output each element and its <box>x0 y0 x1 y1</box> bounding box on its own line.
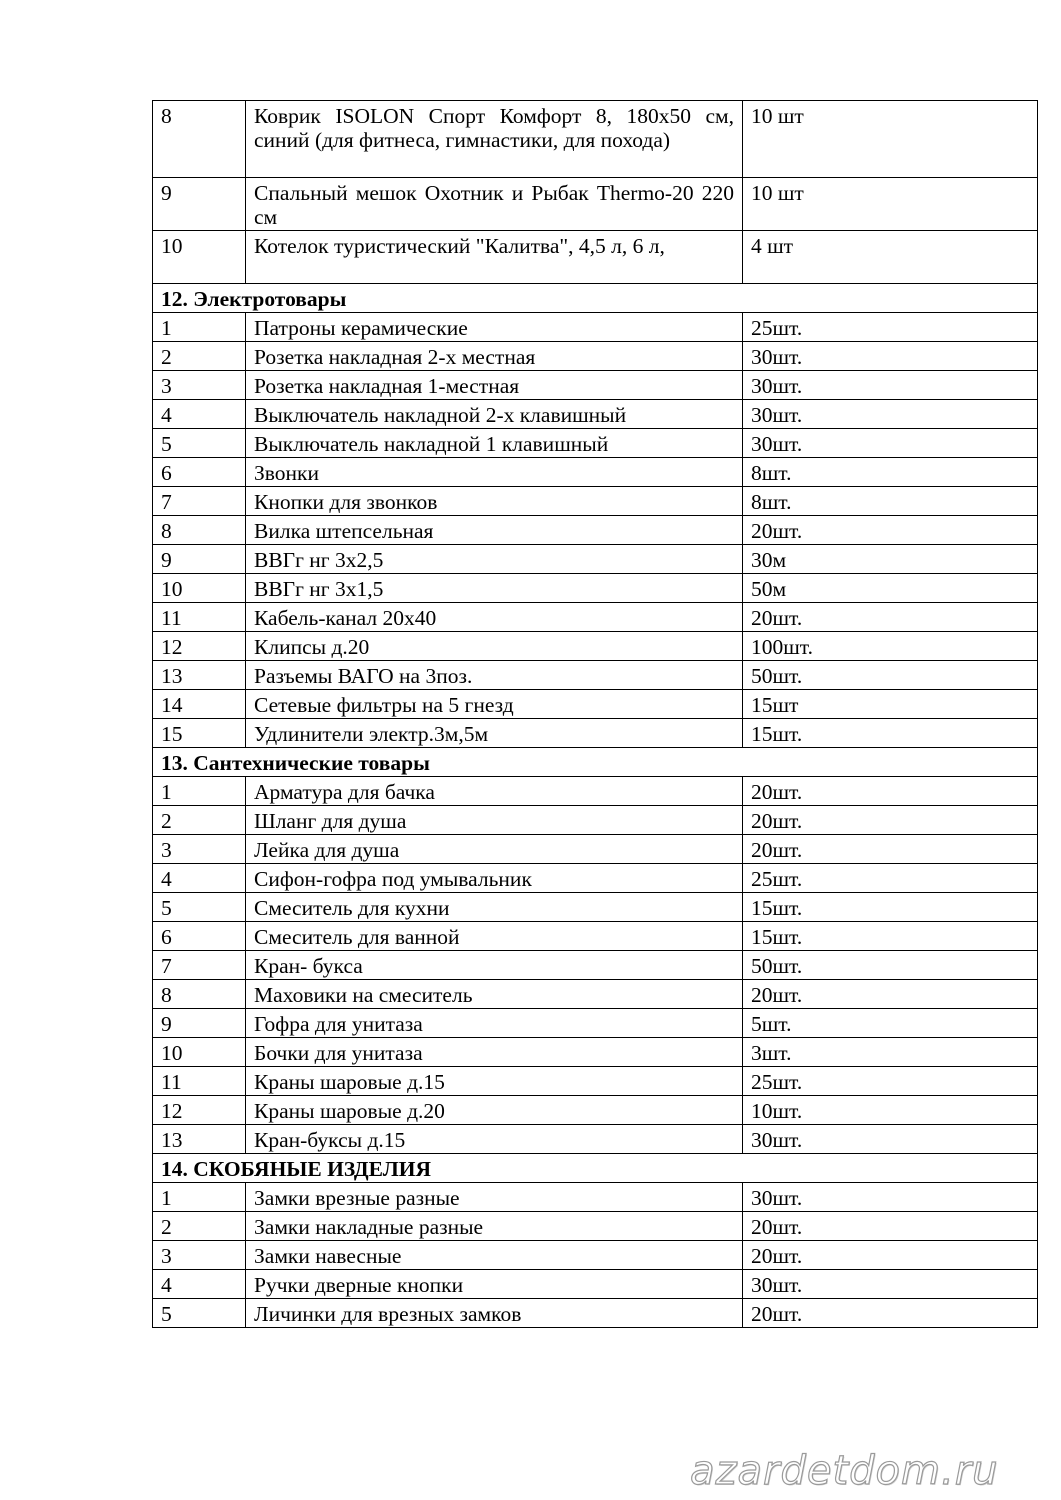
item-name: Смеситель для кухни <box>246 893 743 922</box>
section-title: 14. СКОБЯНЫЕ ИЗДЕЛИЯ <box>153 1154 1038 1183</box>
table-row <box>153 516 1038 545</box>
item-name: Выключатель накладной 2-х клавишный <box>246 400 743 429</box>
item-number: 5 <box>153 893 246 922</box>
item-number: 15 <box>153 719 246 748</box>
table-row <box>153 690 1038 719</box>
item-number: 11 <box>153 1067 246 1096</box>
table-row <box>153 835 1038 864</box>
item-quantity: 20шт. <box>743 1241 1038 1270</box>
item-number: 4 <box>153 864 246 893</box>
item-name: Сетевые фильтры на 5 гнезд <box>246 690 743 719</box>
item-name: Личинки для врезных замков <box>246 1299 743 1328</box>
item-quantity: 10шт. <box>743 1096 1038 1125</box>
site-watermark: azardetdom.ru <box>690 1448 999 1494</box>
section-header-row <box>153 1154 1038 1183</box>
item-number: 12 <box>153 632 246 661</box>
table-row <box>153 1009 1038 1038</box>
item-number: 13 <box>153 661 246 690</box>
item-quantity: 30шт. <box>743 342 1038 371</box>
table-row <box>153 951 1038 980</box>
item-number: 3 <box>153 371 246 400</box>
item-number: 8 <box>153 980 246 1009</box>
item-number: 7 <box>153 951 246 980</box>
item-quantity: 30шт. <box>743 429 1038 458</box>
item-quantity: 20шт. <box>743 835 1038 864</box>
table-row <box>153 1096 1038 1125</box>
item-name: Ручки дверные кнопки <box>246 1270 743 1299</box>
item-quantity: 3шт. <box>743 1038 1038 1067</box>
item-name: Замки врезные разные <box>246 1183 743 1212</box>
item-name: Разъемы ВАГО на 3поз. <box>246 661 743 690</box>
table-row <box>153 231 1038 284</box>
item-number: 10 <box>153 231 246 284</box>
table-row <box>153 1241 1038 1270</box>
item-name: Розетка накладная 2-х местная <box>246 342 743 371</box>
item-number: 2 <box>153 1212 246 1241</box>
item-name: Кабель-канал 20х40 <box>246 603 743 632</box>
item-name: Замки навесные <box>246 1241 743 1270</box>
item-number: 1 <box>153 313 246 342</box>
item-name: Удлинители электр.3м,5м <box>246 719 743 748</box>
section-title: 13. Сантехнические товары <box>153 748 1038 777</box>
item-name: Сифон-гофра под умывальник <box>246 864 743 893</box>
item-number: 5 <box>153 429 246 458</box>
item-quantity: 15шт. <box>743 922 1038 951</box>
item-quantity: 20шт. <box>743 1299 1038 1328</box>
item-name: Выключатель накладной 1 клавишный <box>246 429 743 458</box>
table-row <box>153 371 1038 400</box>
item-name: Кран- букса <box>246 951 743 980</box>
item-name: Замки накладные разные <box>246 1212 743 1241</box>
item-name: Котелок туристический "Калитва", 4,5 л, 6 л, <box>246 231 743 284</box>
item-number: 3 <box>153 1241 246 1270</box>
table-row <box>153 1299 1038 1328</box>
item-quantity: 4 шт <box>743 231 1038 284</box>
item-quantity: 30шт. <box>743 1270 1038 1299</box>
item-quantity: 30шт. <box>743 1183 1038 1212</box>
item-number: 5 <box>153 1299 246 1328</box>
item-number: 11 <box>153 603 246 632</box>
item-number: 4 <box>153 400 246 429</box>
item-name: Краны шаровые д.15 <box>246 1067 743 1096</box>
item-number: 6 <box>153 922 246 951</box>
item-name: Клипсы д.20 <box>246 632 743 661</box>
table-row <box>153 980 1038 1009</box>
items-table-body <box>153 101 1038 1328</box>
item-quantity: 30шт. <box>743 371 1038 400</box>
item-name: Лейка для душа <box>246 835 743 864</box>
item-quantity: 20шт. <box>743 603 1038 632</box>
item-quantity: 30м <box>743 545 1038 574</box>
item-number: 3 <box>153 835 246 864</box>
table-row <box>153 458 1038 487</box>
item-number: 13 <box>153 1125 246 1154</box>
table-row <box>153 1212 1038 1241</box>
table-row <box>153 313 1038 342</box>
item-quantity: 30шт. <box>743 1125 1038 1154</box>
item-name: Кнопки для звонков <box>246 487 743 516</box>
table-row <box>153 487 1038 516</box>
item-quantity: 50шт. <box>743 661 1038 690</box>
table-row <box>153 178 1038 231</box>
item-quantity: 20шт. <box>743 1212 1038 1241</box>
table-row <box>153 719 1038 748</box>
item-name: Маховики на смеситель <box>246 980 743 1009</box>
section-title: 12. Электротовары <box>153 284 1038 313</box>
item-number: 6 <box>153 458 246 487</box>
item-quantity: 8шт. <box>743 487 1038 516</box>
table-row <box>153 429 1038 458</box>
item-quantity: 30шт. <box>743 400 1038 429</box>
item-name: Гофра для унитаза <box>246 1009 743 1038</box>
item-quantity: 15шт <box>743 690 1038 719</box>
item-number: 1 <box>153 1183 246 1212</box>
item-quantity: 10 шт <box>743 101 1038 178</box>
item-quantity: 20шт. <box>743 980 1038 1009</box>
item-name: Шланг для душа <box>246 806 743 835</box>
item-number: 8 <box>153 516 246 545</box>
item-quantity: 20шт. <box>743 777 1038 806</box>
item-number: 12 <box>153 1096 246 1125</box>
item-name: ВВГг нг 3х2,5 <box>246 545 743 574</box>
item-quantity: 20шт. <box>743 806 1038 835</box>
item-quantity: 10 шт <box>743 178 1038 231</box>
item-quantity: 20шт. <box>743 516 1038 545</box>
item-number: 14 <box>153 690 246 719</box>
item-number: 9 <box>153 178 246 231</box>
table-row <box>153 603 1038 632</box>
item-quantity: 25шт. <box>743 1067 1038 1096</box>
item-number: 10 <box>153 574 246 603</box>
table-row <box>153 806 1038 835</box>
item-number: 1 <box>153 777 246 806</box>
item-number: 9 <box>153 545 246 574</box>
item-name: ВВГг нг 3х1,5 <box>246 574 743 603</box>
item-quantity: 100шт. <box>743 632 1038 661</box>
section-header-row <box>153 748 1038 777</box>
item-quantity: 25шт. <box>743 864 1038 893</box>
item-name: Смеситель для ванной <box>246 922 743 951</box>
table-row <box>153 777 1038 806</box>
item-quantity: 50м <box>743 574 1038 603</box>
item-number: 9 <box>153 1009 246 1038</box>
item-name: Вилка штепсельная <box>246 516 743 545</box>
item-name: Арматура для бачка <box>246 777 743 806</box>
table-row <box>153 661 1038 690</box>
table-row <box>153 1125 1038 1154</box>
item-quantity: 50шт. <box>743 951 1038 980</box>
items-table <box>152 100 1038 1328</box>
item-number: 2 <box>153 342 246 371</box>
item-quantity: 15шт. <box>743 893 1038 922</box>
table-row <box>153 864 1038 893</box>
item-name: Патроны керамические <box>246 313 743 342</box>
table-row <box>153 1183 1038 1212</box>
item-number: 10 <box>153 1038 246 1067</box>
item-quantity: 25шт. <box>743 313 1038 342</box>
table-row <box>153 1038 1038 1067</box>
table-row <box>153 574 1038 603</box>
table-row <box>153 342 1038 371</box>
table-row <box>153 632 1038 661</box>
item-name: Розетка накладная 1-местная <box>246 371 743 400</box>
item-quantity: 8шт. <box>743 458 1038 487</box>
item-name: Бочки для унитаза <box>246 1038 743 1067</box>
item-name: Краны шаровые д.20 <box>246 1096 743 1125</box>
table-row <box>153 1270 1038 1299</box>
item-name: Кран-буксы д.15 <box>246 1125 743 1154</box>
section-header-row <box>153 284 1038 313</box>
item-number: 2 <box>153 806 246 835</box>
item-name: Коврик ISOLON Спорт Комфорт 8, 180х50 см, синий (для фитнеса, гимнастики, для похода) <box>246 101 743 178</box>
item-number: 8 <box>153 101 246 178</box>
item-number: 7 <box>153 487 246 516</box>
table-row <box>153 101 1038 178</box>
table-row <box>153 922 1038 951</box>
table-row <box>153 893 1038 922</box>
item-name: Звонки <box>246 458 743 487</box>
item-quantity: 5шт. <box>743 1009 1038 1038</box>
table-row <box>153 400 1038 429</box>
item-name: Спальный мешок Охотник и Рыбак Thermo-20 220 см <box>246 178 743 231</box>
item-quantity: 15шт. <box>743 719 1038 748</box>
table-row <box>153 545 1038 574</box>
item-number: 4 <box>153 1270 246 1299</box>
table-row <box>153 1067 1038 1096</box>
